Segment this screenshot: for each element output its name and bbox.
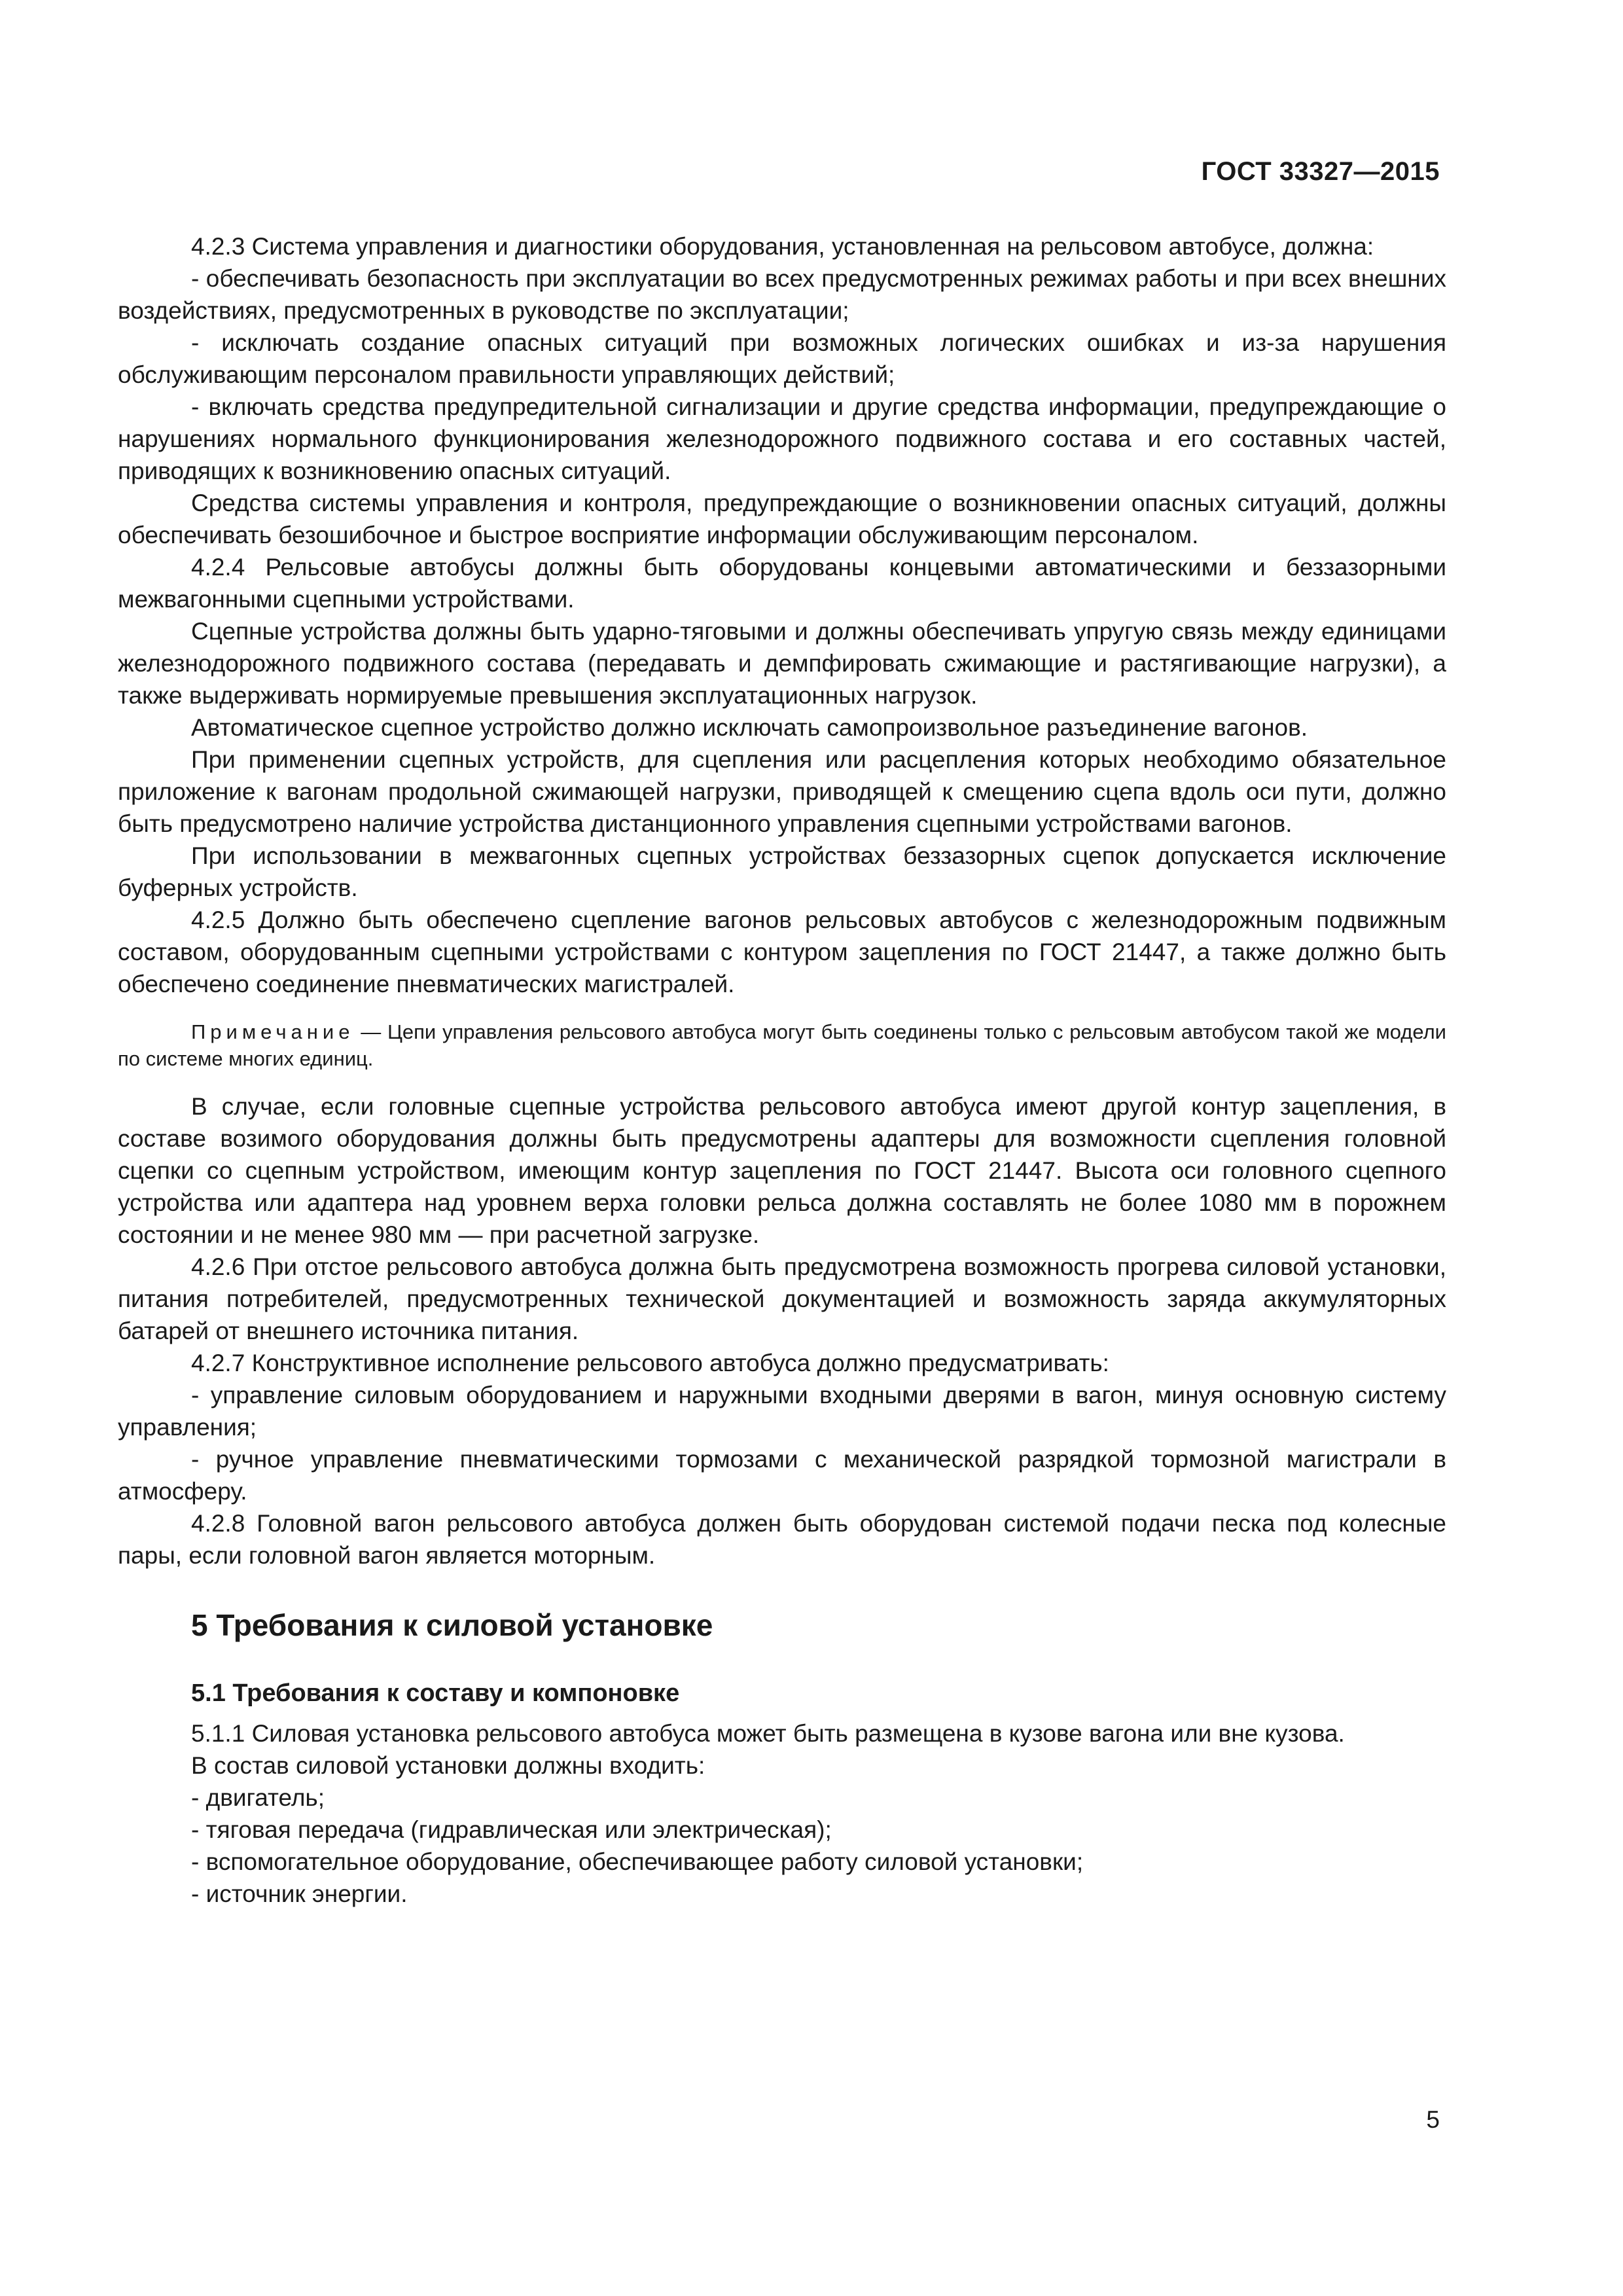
- paragraph-4-2-8: 4.2.8 Головной вагон рельсового автобуса должен быть оборудован системой подачи песка под колесные пары, если головной вагон является моторным.: [118, 1510, 1446, 1569]
- paragraph-4-2-4-d: При применении сцепных устройств, для сцепления или расцепления которых необходимо обязательное приложение к вагонам продольной сжимающей нагрузки, приводящей к смещению сцепа вдоль оси пути, должно быть предусмотрено наличие устройства дистанционного управления сцепными устройствами вагонов.: [118, 746, 1446, 837]
- paragraph-4-2-4-b: Сцепные устройства должны быть ударно-тяговыми и должны обеспечивать упругую связь между единицами железнодорожного подвижного состава (передавать и демпфировать сжимающие и растягивающие нагрузки), а также выдерживать нормируемые превышения эксплуатационных нагрузок.: [118, 618, 1446, 709]
- paragraph-5-1-1-b: В состав силовой установки должны входить:: [191, 1752, 705, 1779]
- note-text: — Цепи управления рельсового автобуса могут быть соединены только с рельсовым автобусом такой же модели по системе многих единиц.: [118, 1020, 1446, 1070]
- paragraph-5-1-1: 5.1.1 Силовая установка рельсового автобуса может быть размещена в кузове вагона или вне кузова.: [191, 1720, 1345, 1747]
- paragraph-4-2-5: 4.2.5 Должно быть обеспечено сцепление вагонов рельсовых автобусов с железнодорожным подвижным составом, оборудованным сцепными устройствами с контуром зацепления по ГОСТ 21447, а также должно быть обеспечено соединение пневматических магистралей.: [118, 906, 1446, 997]
- list-item-4-2-3-1: - обеспечивать безопасность при эксплуатации во всех предусмотренных режимах работы и при всех внешних воздействиях, предусмотренных в руководстве по эксплуатации;: [118, 265, 1446, 324]
- note-label: Примечание: [191, 1020, 355, 1043]
- list-item-4-2-3-2: - исключать создание опасных ситуаций при возможных логических ошибках и из-за нарушения обслуживающим персоналом правильности управляющих действий;: [118, 329, 1446, 388]
- list-item: - вспомогательное оборудование, обеспечивающее работу силовой установки;: [191, 1848, 1084, 1875]
- section-title: 5 Требования к силовой установке: [191, 1608, 713, 1642]
- paragraph-4-2-7: 4.2.7 Конструктивное исполнение рельсового автобуса должно предусматривать:: [191, 1350, 1109, 1376]
- note: [118, 1018, 1446, 1072]
- list-item-4-2-3-3: - включать средства предупредительной сигнализации и другие средства информации, предупреждающие о нарушениях нормального функционирования железнодорожного подвижного состава и его составных частей, приводящих к возникновению опасных ситуаций.: [118, 393, 1446, 484]
- list-item-4-2-7-1: - управление силовым оборудованием и наружными входными дверями в вагон, минуя основную систему управления;: [118, 1382, 1446, 1441]
- paragraph-4-2-6: 4.2.6 При отстое рельсового автобуса должна быть предусмотрена возможность прогрева силовой установки, питания потребителей, предусмотренных технической документацией и возможность заряда аккумуляторных батарей от внешнего источника питания.: [118, 1253, 1446, 1344]
- subsection-title: 5.1 Требования к составу и компоновке: [191, 1679, 680, 1707]
- paragraph-4-2-3: 4.2.3 Система управления и диагностики оборудования, установленная на рельсовом автобусе, должна:: [191, 233, 1374, 260]
- paragraph-4-2-3-tail: Средства системы управления и контроля, предупреждающие о возникновении опасных ситуаций, должны обеспечивать безошибочное и быстрое восприятие информации обслуживающим персоналом.: [118, 490, 1446, 548]
- list-item: - тяговая передача (гидравлическая или электрическая);: [191, 1816, 832, 1843]
- document-body: [118, 230, 1446, 1910]
- list-item: - двигатель;: [191, 1784, 325, 1811]
- list-item-4-2-7-2: - ручное управление пневматическими тормозами с механической разрядкой тормозной магистрали в атмосферу.: [118, 1446, 1446, 1505]
- document-code: ГОСТ 33327—2015: [1201, 157, 1440, 186]
- paragraph-4-2-4-e: При использовании в межвагонных сцепных устройствах беззазорных сцепок допускается исключение буферных устройств.: [118, 842, 1446, 901]
- list-item: - источник энергии.: [191, 1880, 408, 1907]
- paragraph-4-2-4: 4.2.4 Рельсовые автобусы должны быть оборудованы концевыми автоматическими и беззазорными межвагонными сцепными устройствами.: [118, 554, 1446, 613]
- paragraph-4-2-4-c: Автоматическое сцепное устройство должно исключать самопроизвольное разъединение вагонов.: [191, 714, 1308, 741]
- page-number: 5: [1426, 2106, 1440, 2133]
- paragraph-4-2-5-b: В случае, если головные сцепные устройства рельсового автобуса имеют другой контур зацепления, в составе возимого оборудования должны быть предусмотрены адаптеры для возможности сцепления головной сцепки со сцепным устройством, имеющим контур зацепления по ГОСТ 21447. Высота оси головного сцепного устройства или адаптера над уровнем верха головки рельса должна составлять не более 1080 мм в порожнем состоянии и не менее 980 мм — при расчетной загрузке.: [118, 1093, 1446, 1248]
